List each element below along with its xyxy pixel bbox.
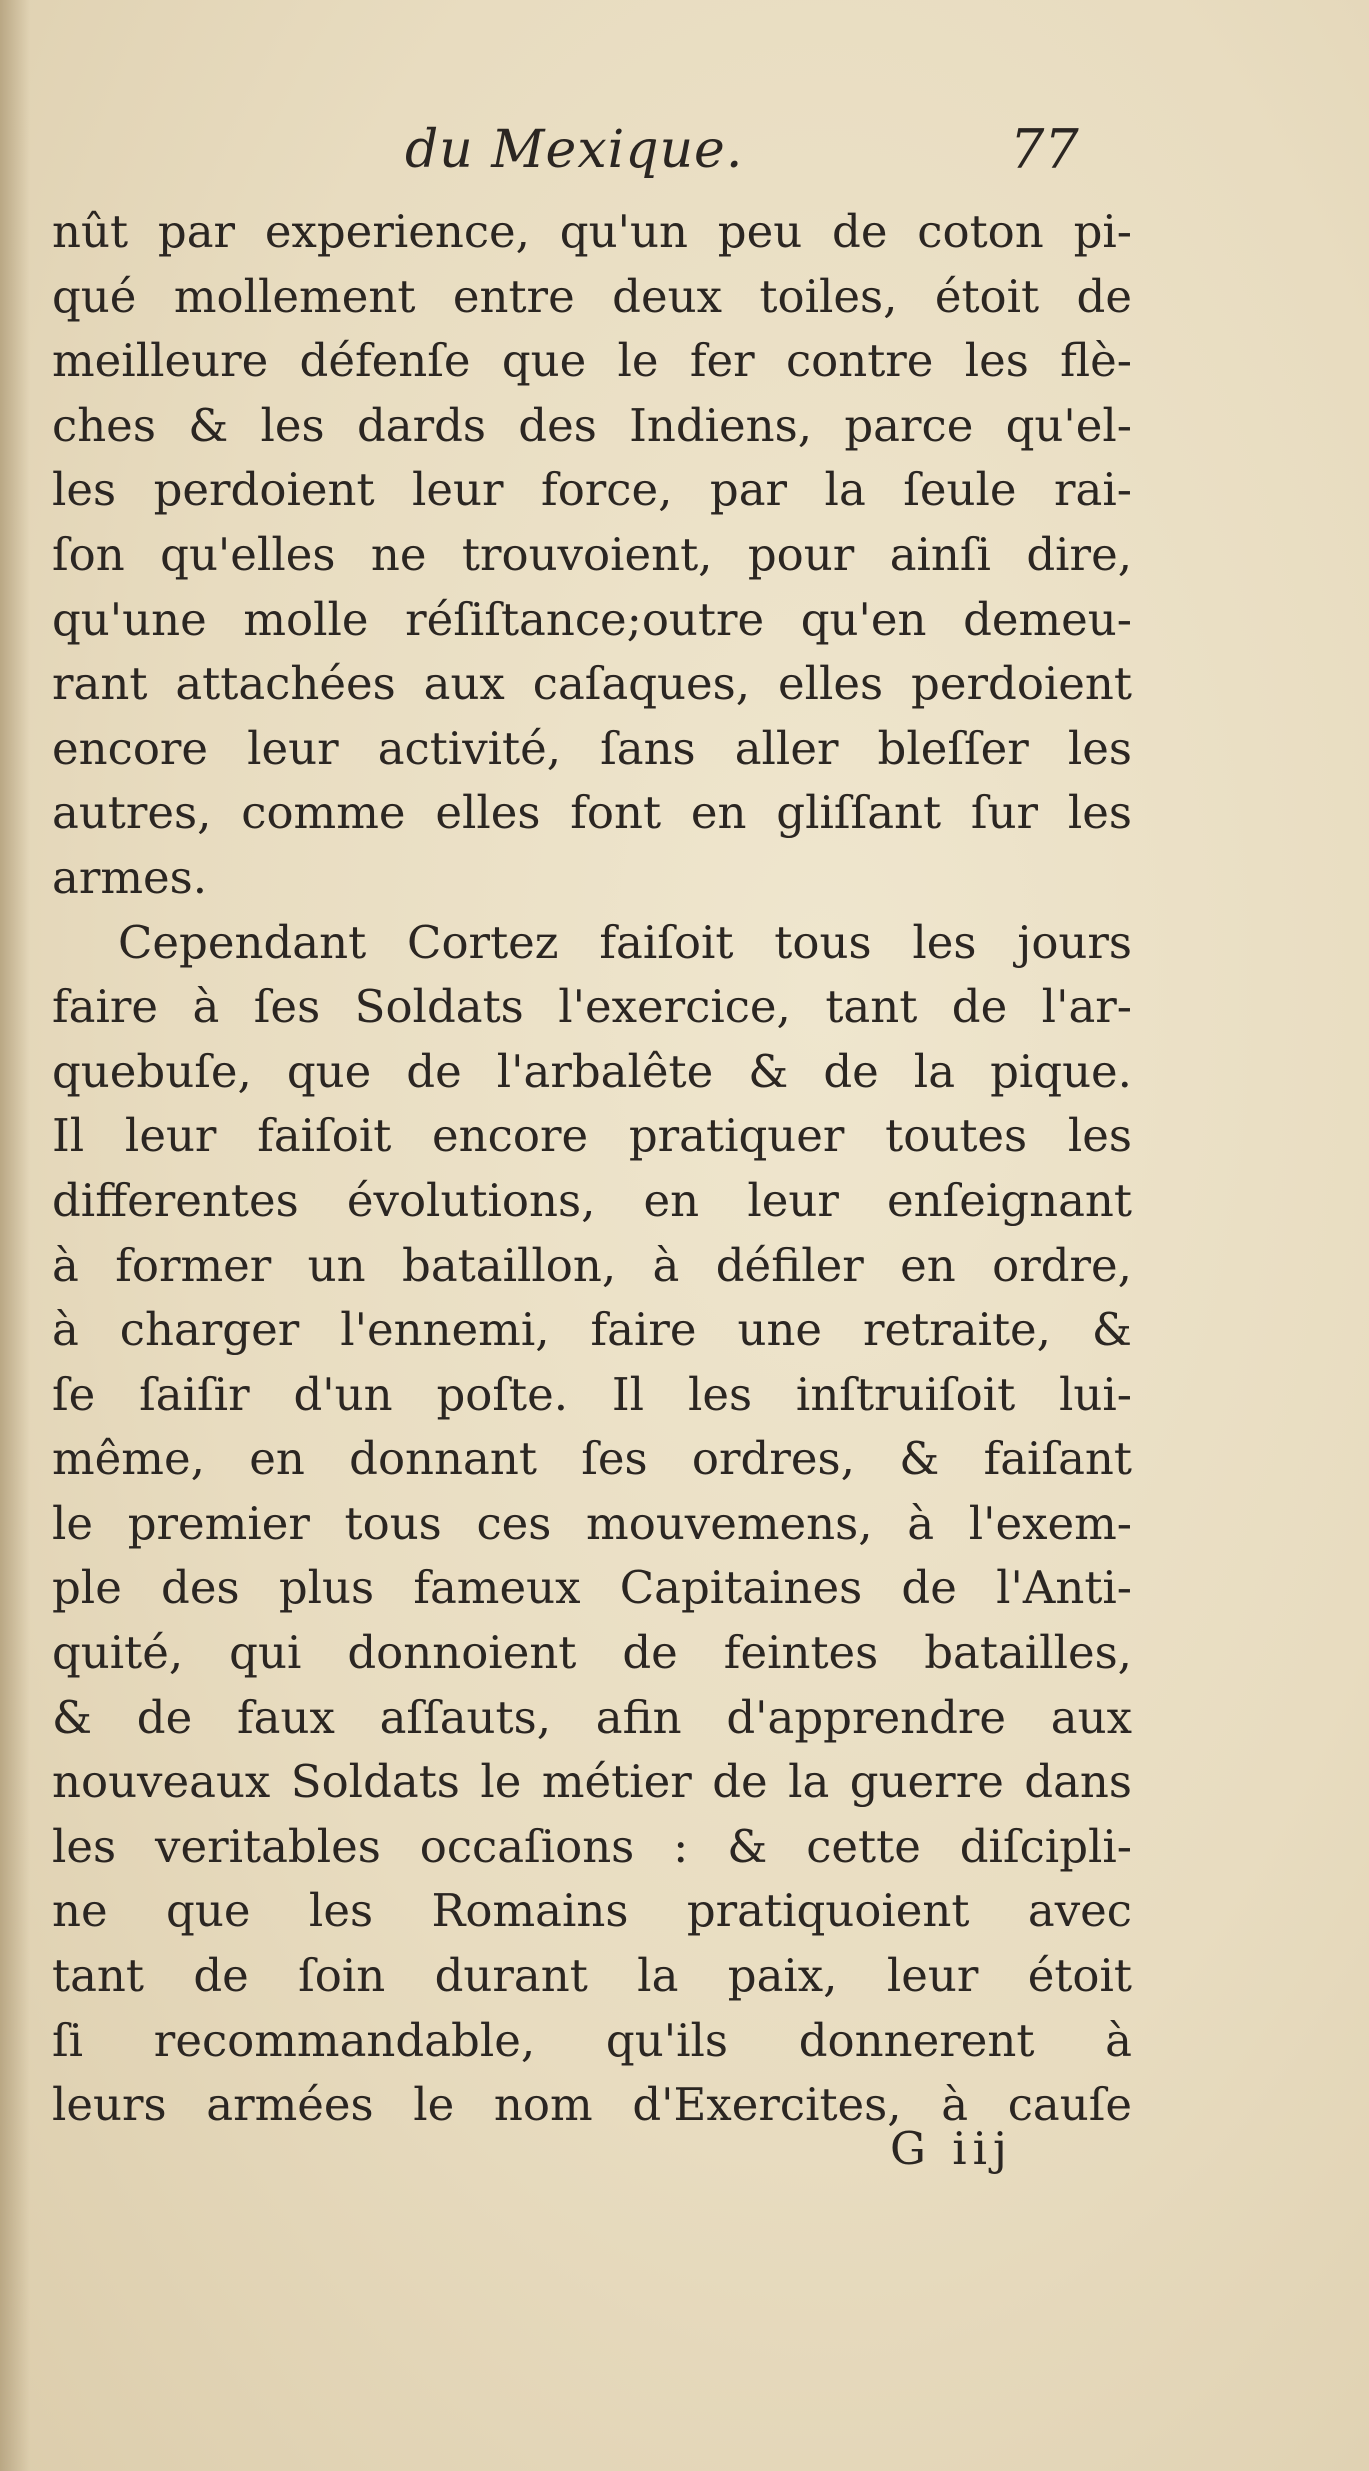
page-number: 77 bbox=[1010, 118, 1079, 181]
text-line: leurs armées le nom d'Exercites, à cauſe bbox=[52, 2078, 1132, 2132]
text-line: autres, comme elles font en gliſſant ſur les bbox=[52, 786, 1132, 840]
signature-mark: G iij bbox=[890, 2122, 1013, 2175]
text-line: armes. bbox=[52, 850, 208, 904]
text-line: Cependant Cortez faiſoit tous les jours bbox=[118, 915, 1132, 969]
text-line: ple des plus fameux Capitaines de l'Anti- bbox=[52, 1561, 1132, 1615]
text-line: ſe ſaiſir d'un poſte. Il les inſtruiſoit lui- bbox=[52, 1367, 1132, 1421]
text-line: quité, qui donnoient de feintes batailles, bbox=[52, 1626, 1132, 1680]
text-line: differentes évolutions, en leur enſeignant bbox=[52, 1173, 1132, 1227]
text-line: ne que les Romains pratiquoient avec bbox=[52, 1884, 1132, 1938]
page-gutter-shadow bbox=[0, 0, 30, 2471]
text-line: Il leur faiſoit encore pratiquer toutes les bbox=[52, 1109, 1132, 1163]
text-line: encore leur activité, ſans aller bleſſer les bbox=[52, 721, 1132, 775]
page-header bbox=[0, 112, 1369, 192]
text-line: meilleure défenſe que le fer contre les flè- bbox=[52, 334, 1132, 388]
text-line: ſon qu'elles ne trouvoient, pour ainſi dire, bbox=[52, 527, 1132, 581]
text-line: tant de ſoin durant la paix, leur étoit bbox=[52, 1949, 1132, 2003]
text-line: quebuſe, que de l'arbalête & de la pique. bbox=[52, 1044, 1132, 1098]
text-line: rant attachées aux caſaques, elles perdoient bbox=[52, 657, 1132, 711]
text-line: ches & les dards des Indiens, parce qu'el- bbox=[52, 398, 1132, 452]
text-line: qu'une molle réſiſtance;outre qu'en demeu- bbox=[52, 592, 1132, 646]
text-line: faire à ſes Soldats l'exercice, tant de l'ar- bbox=[52, 980, 1132, 1034]
text-line: le premier tous ces mouvemens, à l'exem- bbox=[52, 1496, 1132, 1550]
body-text bbox=[52, 200, 1132, 2138]
text-line: ſi recommandable, qu'ils donnerent à bbox=[52, 2013, 1132, 2067]
text-line: à former un bataillon, à défiler en ordre, bbox=[52, 1238, 1132, 1292]
text-line: même, en donnant ſes ordres, & faiſant bbox=[52, 1432, 1132, 1486]
text-line: & de faux aſſauts, afin d'apprendre aux bbox=[52, 1690, 1132, 1744]
text-line: les veritables occaſions : & cette diſcipli- bbox=[52, 1819, 1132, 1873]
text-line: les perdoient leur force, par la ſeule rai- bbox=[52, 463, 1132, 517]
text-line: nouveaux Soldats le métier de la guerre dans bbox=[52, 1755, 1132, 1809]
text-line: à charger l'ennemi, faire une retraite, & bbox=[52, 1303, 1132, 1357]
text-line: qué mollement entre deux toiles, étoit de bbox=[52, 269, 1132, 323]
text-line: nût par experience, qu'un peu de coton pi- bbox=[52, 205, 1132, 258]
running-title: du Mexique. bbox=[405, 120, 744, 180]
